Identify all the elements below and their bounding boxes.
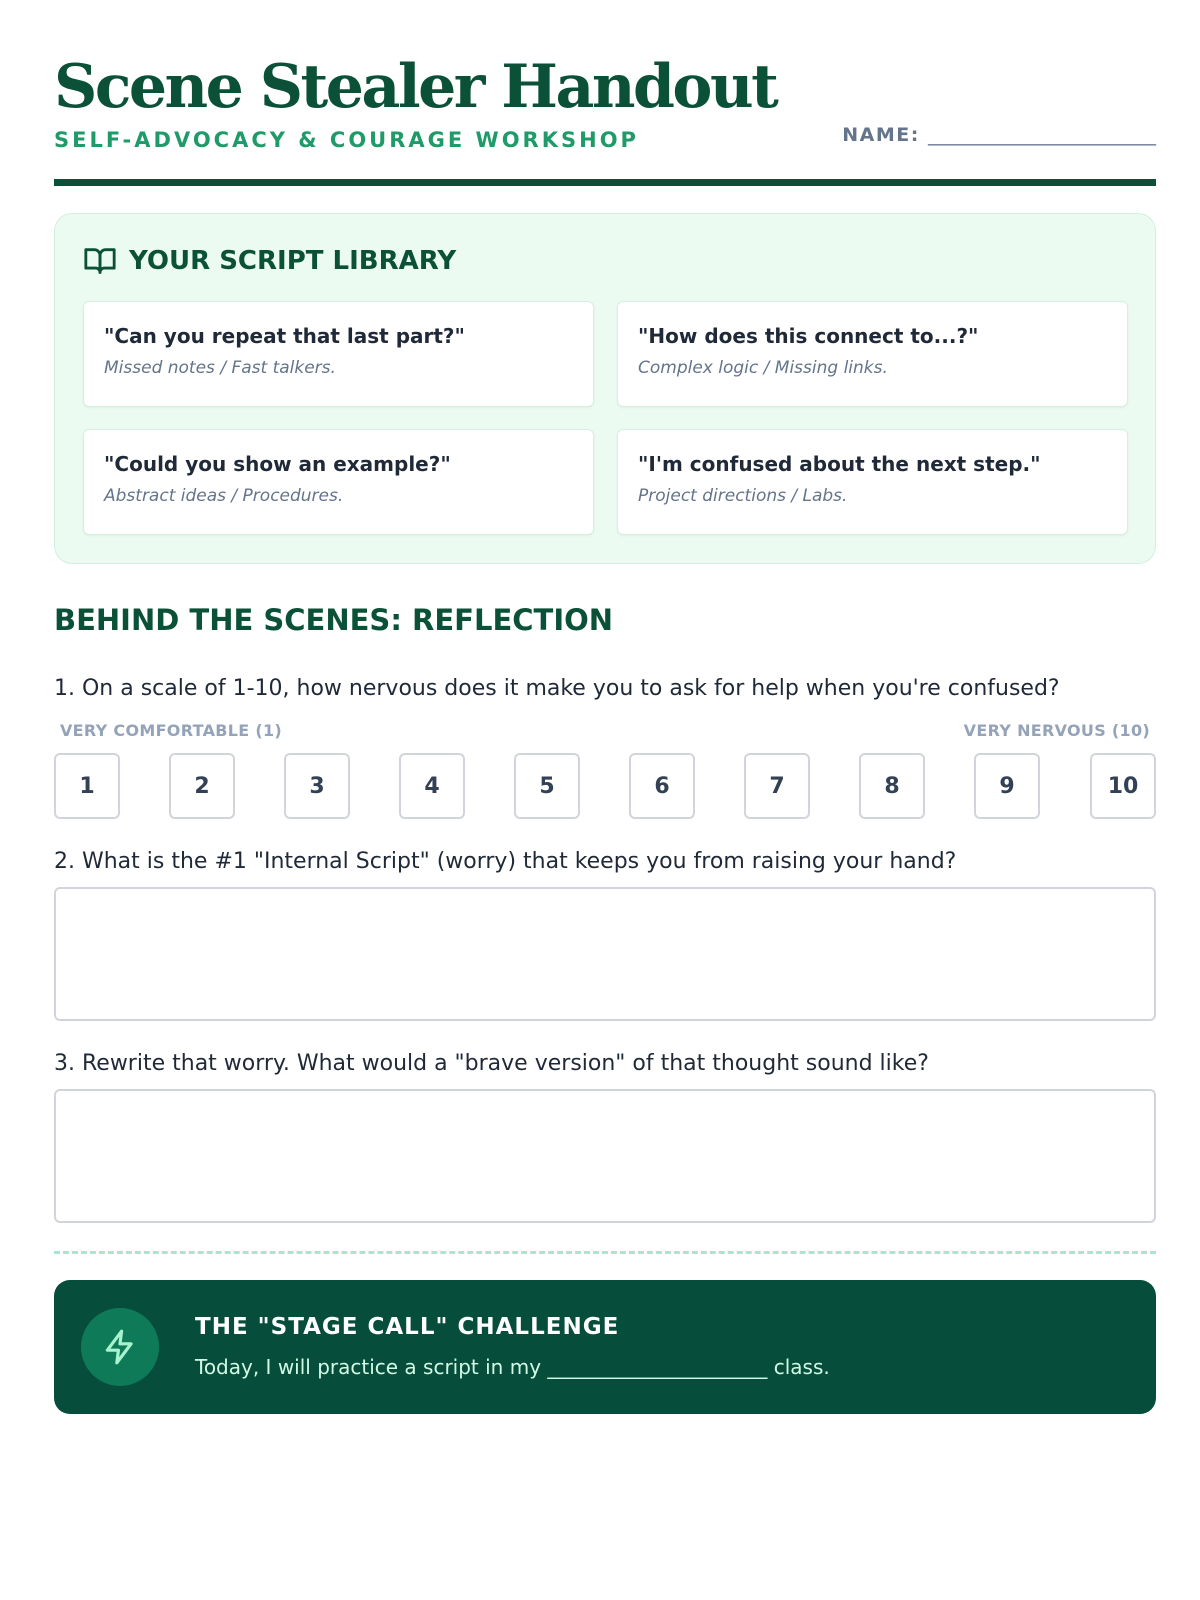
header-divider — [54, 179, 1156, 186]
handout-page — [54, 0, 1156, 1379]
question-2: 2. What is the #1 "Internal Script" (worry) that keeps you from raising your hand? — [54, 849, 957, 874]
scale-option-8[interactable]: 8 — [859, 753, 925, 819]
scale-option-10[interactable]: 10 — [1090, 753, 1156, 819]
script-quote: "Could you show an example?" — [104, 452, 451, 476]
script-description: Missed notes / Fast talkers. — [104, 358, 336, 378]
name-field[interactable] — [842, 124, 1156, 146]
script-library-panel — [54, 213, 1156, 564]
script-card — [617, 301, 1128, 407]
script-quote: "How does this connect to...?" — [638, 324, 979, 348]
script-description: Project directions / Labs. — [638, 486, 848, 506]
header — [54, 0, 1156, 186]
script-card — [617, 429, 1128, 535]
name-blank[interactable]: ________________________ — [928, 124, 1156, 146]
challenge-text: Today, I will practice a script in my ______________________ class. — [195, 1355, 830, 1379]
page-subtitle: SELF-ADVOCACY & COURAGE WORKSHOP — [54, 128, 639, 152]
scale-option-3[interactable]: 3 — [284, 753, 350, 819]
scale-option-6[interactable]: 6 — [629, 753, 695, 819]
script-library-header — [83, 244, 456, 278]
script-card — [83, 429, 594, 535]
nervousness-scale — [54, 753, 1156, 819]
reflection-title: BEHIND THE SCENES: REFLECTION — [54, 603, 614, 637]
answer-box-3[interactable] — [54, 1089, 1156, 1223]
question-1: 1. On a scale of 1-10, how nervous does it make you to ask for help when you're confused? — [54, 676, 1060, 701]
name-label: NAME: — [842, 124, 920, 146]
scale-option-5[interactable]: 5 — [514, 753, 580, 819]
answer-box-2[interactable] — [54, 887, 1156, 1021]
lightning-bolt-icon — [101, 1328, 139, 1366]
question-3: 3. Rewrite that worry. What would a "brave version" of that thought sound like? — [54, 1051, 929, 1076]
script-quote: "Can you repeat that last part?" — [104, 324, 465, 348]
challenge-title: THE "STAGE CALL" CHALLENGE — [195, 1314, 620, 1340]
open-book-icon — [83, 244, 117, 278]
script-description: Abstract ideas / Procedures. — [104, 486, 344, 506]
section-divider — [54, 1251, 1156, 1254]
script-description: Complex logic / Missing links. — [638, 358, 888, 378]
scale-option-2[interactable]: 2 — [169, 753, 235, 819]
scale-option-1[interactable]: 1 — [54, 753, 120, 819]
scale-option-7[interactable]: 7 — [744, 753, 810, 819]
script-library-title: YOUR SCRIPT LIBRARY — [129, 246, 457, 276]
script-quote: "I'm confused about the next step." — [638, 452, 1041, 476]
scale-high-label: VERY NERVOUS (10) — [963, 721, 1150, 740]
scale-option-9[interactable]: 9 — [974, 753, 1040, 819]
page-title: Scene Stealer Handout — [54, 52, 777, 122]
scale-low-label: VERY COMFORTABLE (1) — [60, 721, 283, 740]
script-card — [83, 301, 594, 407]
scale-option-4[interactable]: 4 — [399, 753, 465, 819]
challenge-banner — [54, 1280, 1156, 1414]
challenge-icon-badge — [81, 1308, 159, 1386]
